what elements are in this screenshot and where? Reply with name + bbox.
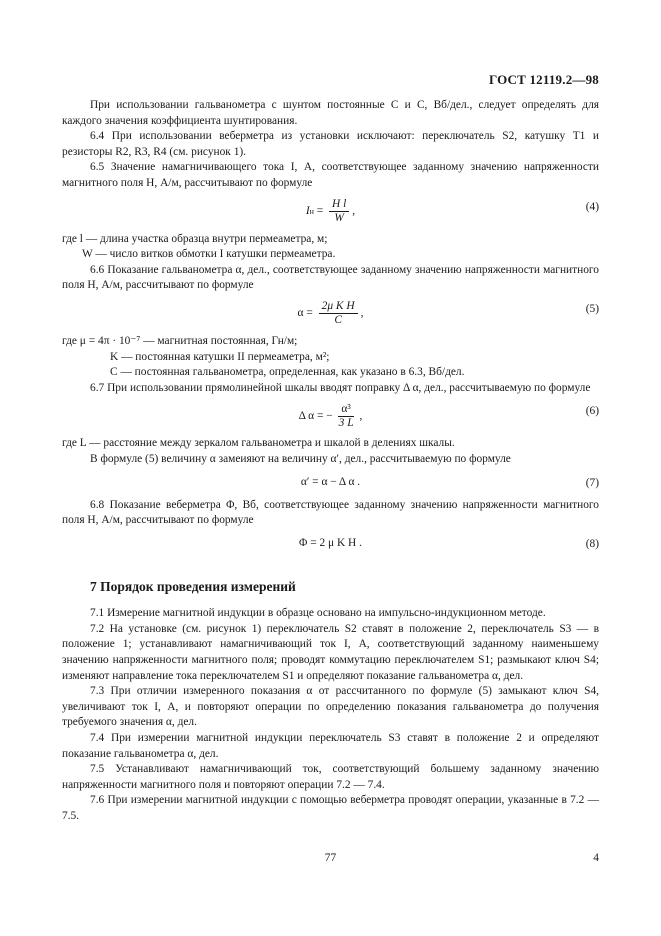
- formula-6-lhs: Δ α = −: [298, 409, 333, 422]
- page-number: 77: [324, 852, 337, 864]
- formula-7-text: α′ = α − Δ α .: [300, 475, 361, 488]
- document-header: ГОСТ 12119.2—98: [488, 72, 599, 87]
- formula-7: [62, 468, 599, 498]
- paragraph-6-5: 6.5 Значение намагничивающего тока I, А, соответствующее заданному значению напряженности магнитного поля H, А/м, рассчитывают по формуле: [62, 161, 599, 189]
- formula-8-text: Φ = 2 μ K H .: [299, 536, 362, 549]
- sheet-number: 4: [593, 852, 599, 864]
- formula-6-denominator: 3 L: [338, 416, 354, 429]
- formula-8-number: (8): [585, 537, 599, 550]
- paragraph-shunt: При использовании гальванометра с шунтом постоянные C и C, Вб/дел., следует определять для каждого значения коэффициента шунтирования.: [62, 99, 599, 127]
- where-4-length: где l — длина участка образца внутри пермеаметра, м;: [62, 232, 328, 245]
- paragraph-7-4: 7.4 При измерении магнитной индукции переключатель S3 ставят в положение 2 и определяют показание гальванометра α, дел.: [62, 732, 599, 760]
- formula-5-denominator: C: [334, 314, 342, 327]
- where-5-galvanometer: C — постоянная гальванометра, определенная, как указано в 6.3, Вб/дел.: [110, 366, 465, 379]
- formula-4-fraction: [329, 198, 349, 225]
- paragraph-7-1: 7.1 Измерение магнитной индукции в образце основано на импульсно-индукционном методе.: [90, 607, 546, 620]
- where-6-distance: где L — расстояние между зеркалом гальванометра и шкалой в делениях шкалы.: [62, 437, 455, 450]
- paragraph-6-7: 6.7 При использовании прямолинейной шкалы вводят поправку Δ α, дел., рассчитываемую по формуле: [90, 381, 591, 394]
- formula-8: [62, 529, 599, 559]
- formula-7-number: (7): [585, 476, 599, 489]
- where-5-mu: где μ = 4π · 10⁻⁷ — магнитная постоянная, Гн/м;: [62, 334, 298, 347]
- formula-4-number: (4): [585, 200, 599, 213]
- paragraph-7-3: 7.3 При отличии измеренного показания α от рассчитанного по формуле (5) замыкают ключ S4, увеличивают ток I, А, и повторяют операции по определению показания гальванометра до получения требуемого значения α, дел.: [62, 685, 599, 729]
- formula-4-lhs: I: [305, 204, 310, 217]
- formula-5-number: (5): [585, 302, 599, 315]
- paragraph-7-6: 7.6 При измерении магнитной индукции с помощью веберметра проводят операции, указанные в 7.2 — 7.5.: [62, 794, 599, 822]
- formula-4: I н = $\frac{\text{H l}}{W}$ , (4): [305, 198, 599, 225]
- formula-4-denominator: W: [334, 212, 344, 225]
- paragraph-7-2: 7.2 На установке (см. рисунок 1) переключатель S2 ставят в положение 2, переключатель S3 — в положение 1; устанавливают намагничивающий ток I, А, соответствующий заданному наименьшему значению напряженности магнитного поля; проводят коммутацию переключателем S1; размыкают ключ S4; изменяют направление тока переключателем S1 и определяют показание гальванометра α, дел.: [62, 622, 599, 682]
- paragraph-6-8: 6.8 Показание веберметра Φ, Вб, соответствующее заданному значению напряженности магнитного поля H, А/м, рассчитывают по формуле: [62, 498, 599, 527]
- paragraph-7-5: 7.5 Устанавливают намагничивающий ток, соответствующий большему заданному значению напряженности магнитного поля и повторяют операции 7.2 — 7.4.: [62, 763, 599, 791]
- formula-5-lhs: α =: [297, 307, 313, 320]
- formula-4-numerator: H l: [329, 198, 349, 212]
- where-4-turns: W — число витков обмотки I катушки пермеаметра.: [82, 248, 336, 261]
- formula-6-numerator: α³: [338, 403, 353, 417]
- formula-5-fraction: [319, 300, 358, 327]
- section-7-title: 7 Порядок проведения измерений: [90, 578, 296, 594]
- formula-6: Δ α = − $\frac{\text{α³}}{3 L}$ , (6): [298, 402, 599, 429]
- page-body: [62, 98, 599, 825]
- formula-6-number: (6): [585, 405, 599, 418]
- paragraph-replace: В формуле (5) величину α замеияют на величину α′, дел., рассчитываемую по формуле: [90, 452, 511, 465]
- paragraph-6-4: 6.4 При использовании веберметра из установки исключают: переключатель S2, катушку T1 и резисторы R2, R3, R4 (см. рисунок 1).: [62, 130, 599, 158]
- formula-5: α = $\frac{\text{2μ K H}}{C}$ , (5): [297, 300, 599, 327]
- paragraph-6-6: 6.6 Показание гальванометра α, дел., соответствующее заданному значению напряженности магнитного поля H, А/м, рассчитывают по формуле: [62, 263, 599, 292]
- formula-6-fraction: [336, 403, 357, 430]
- where-5-coil: K — постоянная катушки II пермеаметра, м²;: [110, 350, 330, 363]
- formula-5-numerator: 2μ K H: [319, 300, 358, 314]
